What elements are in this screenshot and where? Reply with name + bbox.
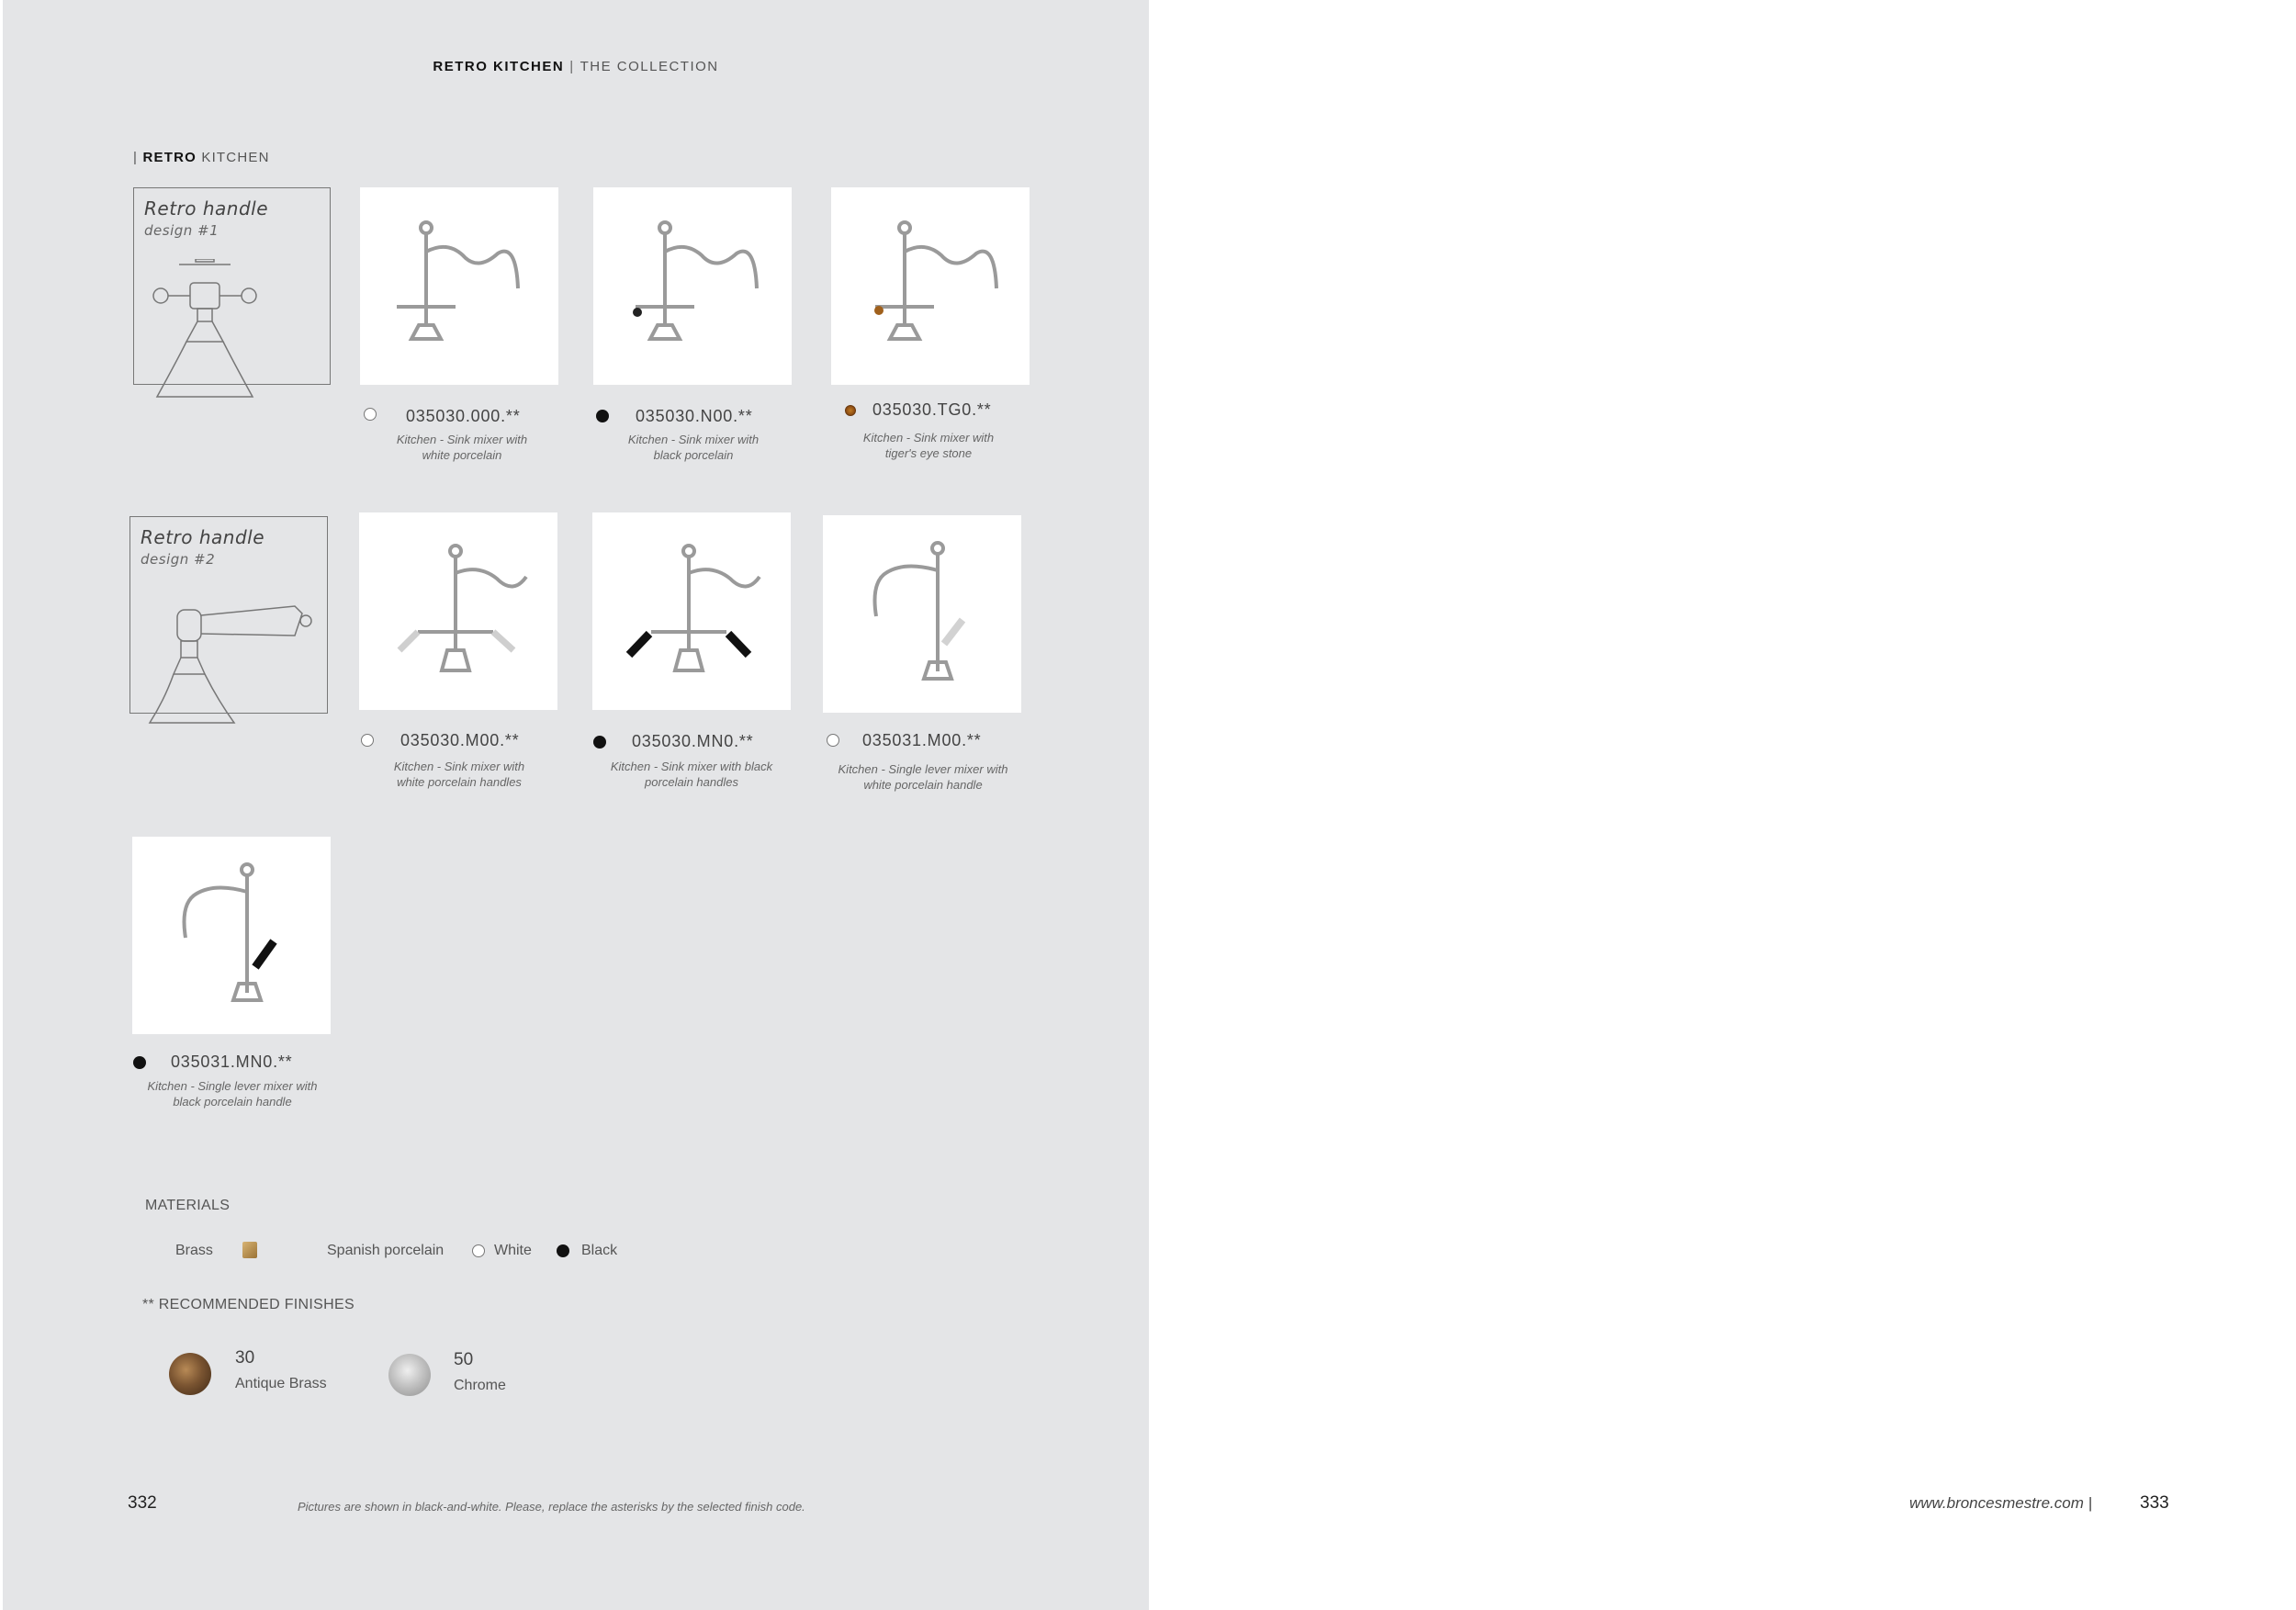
header-separator: | [569,59,575,74]
product-description: Kitchen - Sink mixer with white porcelain [396,433,528,462]
finish-swatch-black [593,736,606,749]
section-label: | RETRO KITCHEN [133,150,270,165]
product-code: 035030.000.** [406,407,521,425]
finish-swatch-white [827,734,839,747]
left-page [3,0,1149,1610]
material-porcelain-label: Spanish porcelain [327,1243,445,1258]
collection-subtitle: THE COLLECTION [580,59,719,74]
product-photo [831,187,1030,385]
antique-brass-finish-swatch [169,1353,211,1395]
product-code: 035031.M00.** [862,731,982,749]
product-code: 035030.M00.** [400,731,520,749]
finish-code: 30 [235,1348,255,1368]
handle-subtitle: design #2 [141,551,216,568]
product-code: 035030.TG0.** [872,400,992,419]
website-link[interactable]: www.broncesmestre.com | [1909,1494,2093,1512]
lever-handle-drawing-icon [148,599,322,727]
faucet-single-lever-icon [132,837,331,1034]
finish-name: Chrome [454,1378,506,1393]
finish-swatch-black [133,1056,146,1069]
product-photo [593,187,792,385]
porcelain-black-swatch [557,1244,569,1257]
page-header [3,59,1149,74]
faucet-cross-handle-icon [831,187,1030,385]
finish-swatch-black [596,410,609,422]
faucet-lever-handle-icon [592,512,791,710]
product-description: Kitchen - Single lever mixer with black porcelain handle [147,1079,318,1109]
right-page [1149,0,2296,1610]
finish-swatch-white [364,408,377,421]
product-photo [359,512,557,710]
finish-swatch-tiger-eye [845,405,856,416]
faucet-single-lever-icon [823,515,1021,713]
product-photo [132,837,331,1034]
handle-title: Retro handle [144,197,269,220]
brass-sample-icon [242,1242,257,1258]
handle-title: Retro handle [141,526,265,548]
material-brass-label: Brass [175,1243,213,1258]
porcelain-white-swatch [472,1244,485,1257]
product-code: 035030.MN0.** [632,732,754,750]
product-photo [360,187,558,385]
chrome-finish-swatch [388,1354,431,1396]
product-description: Kitchen - Sink mixer with black porcelain handles [610,760,773,789]
product-description: Kitchen - Sink mixer with white porcelain handles [393,760,525,789]
product-description: Kitchen - Sink mixer with black porcelain [627,433,760,462]
faucet-cross-handle-icon [593,187,792,385]
footnote: Pictures are shown in black-and-white. Please, replace the asterisks by the selected finish code. [298,1500,805,1514]
product-description: Kitchen - Single lever mixer with white porcelain handle [838,762,1008,792]
product-code: 035030.N00.** [636,407,753,425]
materials-title: MATERIALS [145,1198,231,1213]
faucet-cross-handle-icon [360,187,558,385]
finish-swatch-white [361,734,374,747]
porcelain-white-label: White [494,1243,532,1258]
product-description: Kitchen - Sink mixer with tiger's eye stone [862,431,995,460]
page-number-left: 332 [128,1493,157,1513]
finish-code: 50 [454,1350,474,1369]
product-code: 035031.MN0.** [171,1053,293,1071]
faucet-lever-handle-icon [359,512,557,710]
finish-name: Antique Brass [235,1376,327,1391]
cross-handle-drawing-icon [150,259,269,400]
collection-brand: RETRO KITCHEN [433,59,565,74]
page-number-right: 333 [2140,1493,2169,1513]
handle-subtitle: design #1 [144,222,219,239]
product-photo [823,515,1021,713]
finishes-title: ** RECOMMENDED FINISHES [142,1297,355,1312]
porcelain-black-label: Black [581,1243,618,1258]
product-photo [592,512,791,710]
